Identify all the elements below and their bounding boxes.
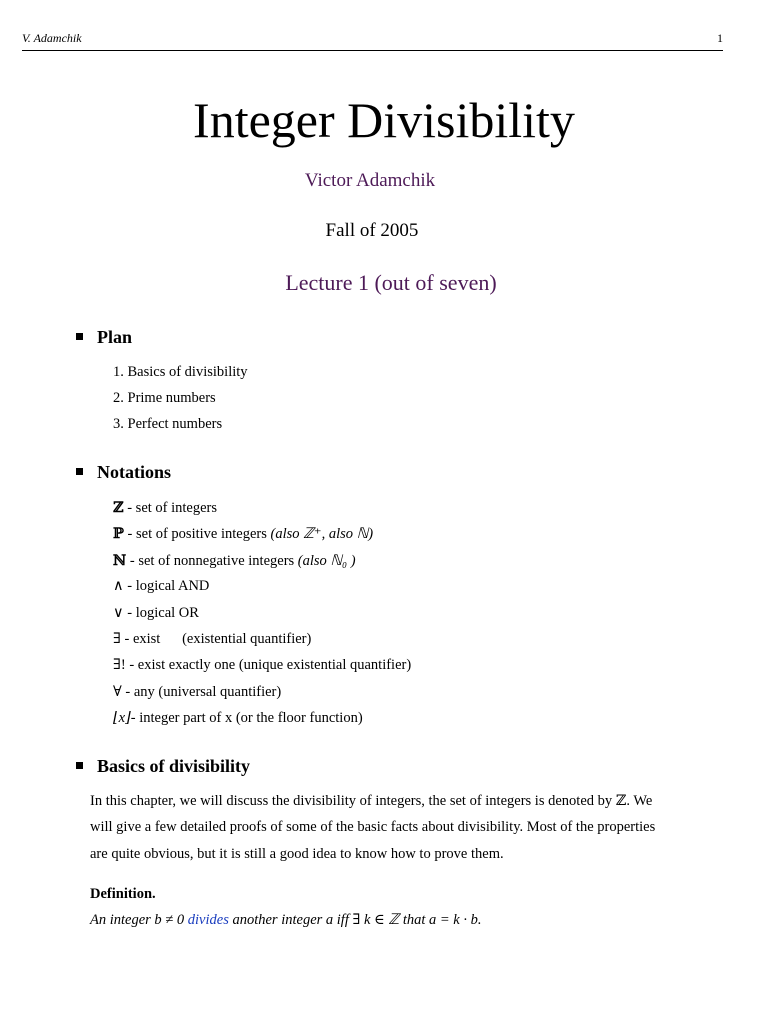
notation-symbol: ⌊x⌋ — [113, 710, 131, 726]
notation-item: ℤ - set of integers — [113, 499, 218, 516]
notation-item: ℙ - set of positive integers (also ℤ⁺, also ℕ) — [113, 525, 374, 542]
notation-symbol: ℕ — [113, 552, 127, 569]
plan-item: 3. Perfect numbers — [113, 416, 223, 432]
notation-item: ∨ - logical OR — [113, 605, 199, 621]
notation-symbol: ∃! — [113, 657, 126, 673]
square-bullet-icon — [76, 762, 83, 769]
notation-symbol: ℙ — [113, 525, 124, 542]
page-number: 1 — [717, 31, 723, 45]
author-name: Victor Adamchik — [304, 170, 436, 191]
plan-item: 1. Basics of divisibility — [113, 364, 248, 380]
section-heading-basics: Basics of divisibility — [76, 756, 250, 777]
notation-symbol: ∨ — [113, 605, 124, 621]
square-bullet-icon — [76, 468, 83, 475]
notation-symbol: ∧ — [113, 578, 124, 594]
square-bullet-icon — [76, 333, 83, 340]
notation-item: ∃ - exist (existential quantifier) — [113, 631, 312, 647]
section-heading-plan: Plan — [76, 327, 132, 348]
notation-symbol: ℤ — [113, 499, 124, 516]
notation-item: ∃! - exist exactly one (unique existential quantifier) — [113, 657, 412, 673]
notation-item: ℕ - set of nonnegative integers (also ℕ₀ ) — [113, 552, 356, 569]
header-author: V. Adamchik — [22, 31, 82, 45]
paragraph-line: will give a few detailed proofs of some of the basic facts about divisibility. Most of the properties — [90, 819, 656, 835]
notation-symbol: ∀ — [113, 684, 122, 700]
notation-item: ∧ - logical AND — [113, 578, 210, 594]
paragraph-line: In this chapter, we will discuss the divisibility of integers, the set of integers is denoted by ℤ. We — [90, 793, 653, 809]
notation-item: ∀ - any (universal quantifier) — [113, 684, 282, 700]
paragraph-line: are quite obvious, but it is still a good idea to know how to prove them. — [90, 846, 504, 862]
plan-item: 2. Prime numbers — [113, 390, 216, 406]
definition-heading: Definition. — [90, 886, 156, 902]
date-line: Fall of 2005 — [325, 220, 419, 241]
section-heading-notations: Notations — [76, 462, 171, 483]
lecture-subtitle: Lecture 1 (out of seven) — [285, 270, 497, 295]
notation-symbol: ∃ — [113, 631, 121, 647]
divides-link[interactable]: divides — [187, 912, 229, 928]
definition-text: An integer b ≠ 0 divides another integer a iff ∃ k ∈ ℤ that a = k · b. — [90, 912, 482, 928]
document-title: Integer Divisibility — [193, 92, 575, 148]
notation-item: ⌊x⌋- integer part of x (or the floor function) — [113, 710, 363, 726]
page-header — [22, 30, 723, 51]
